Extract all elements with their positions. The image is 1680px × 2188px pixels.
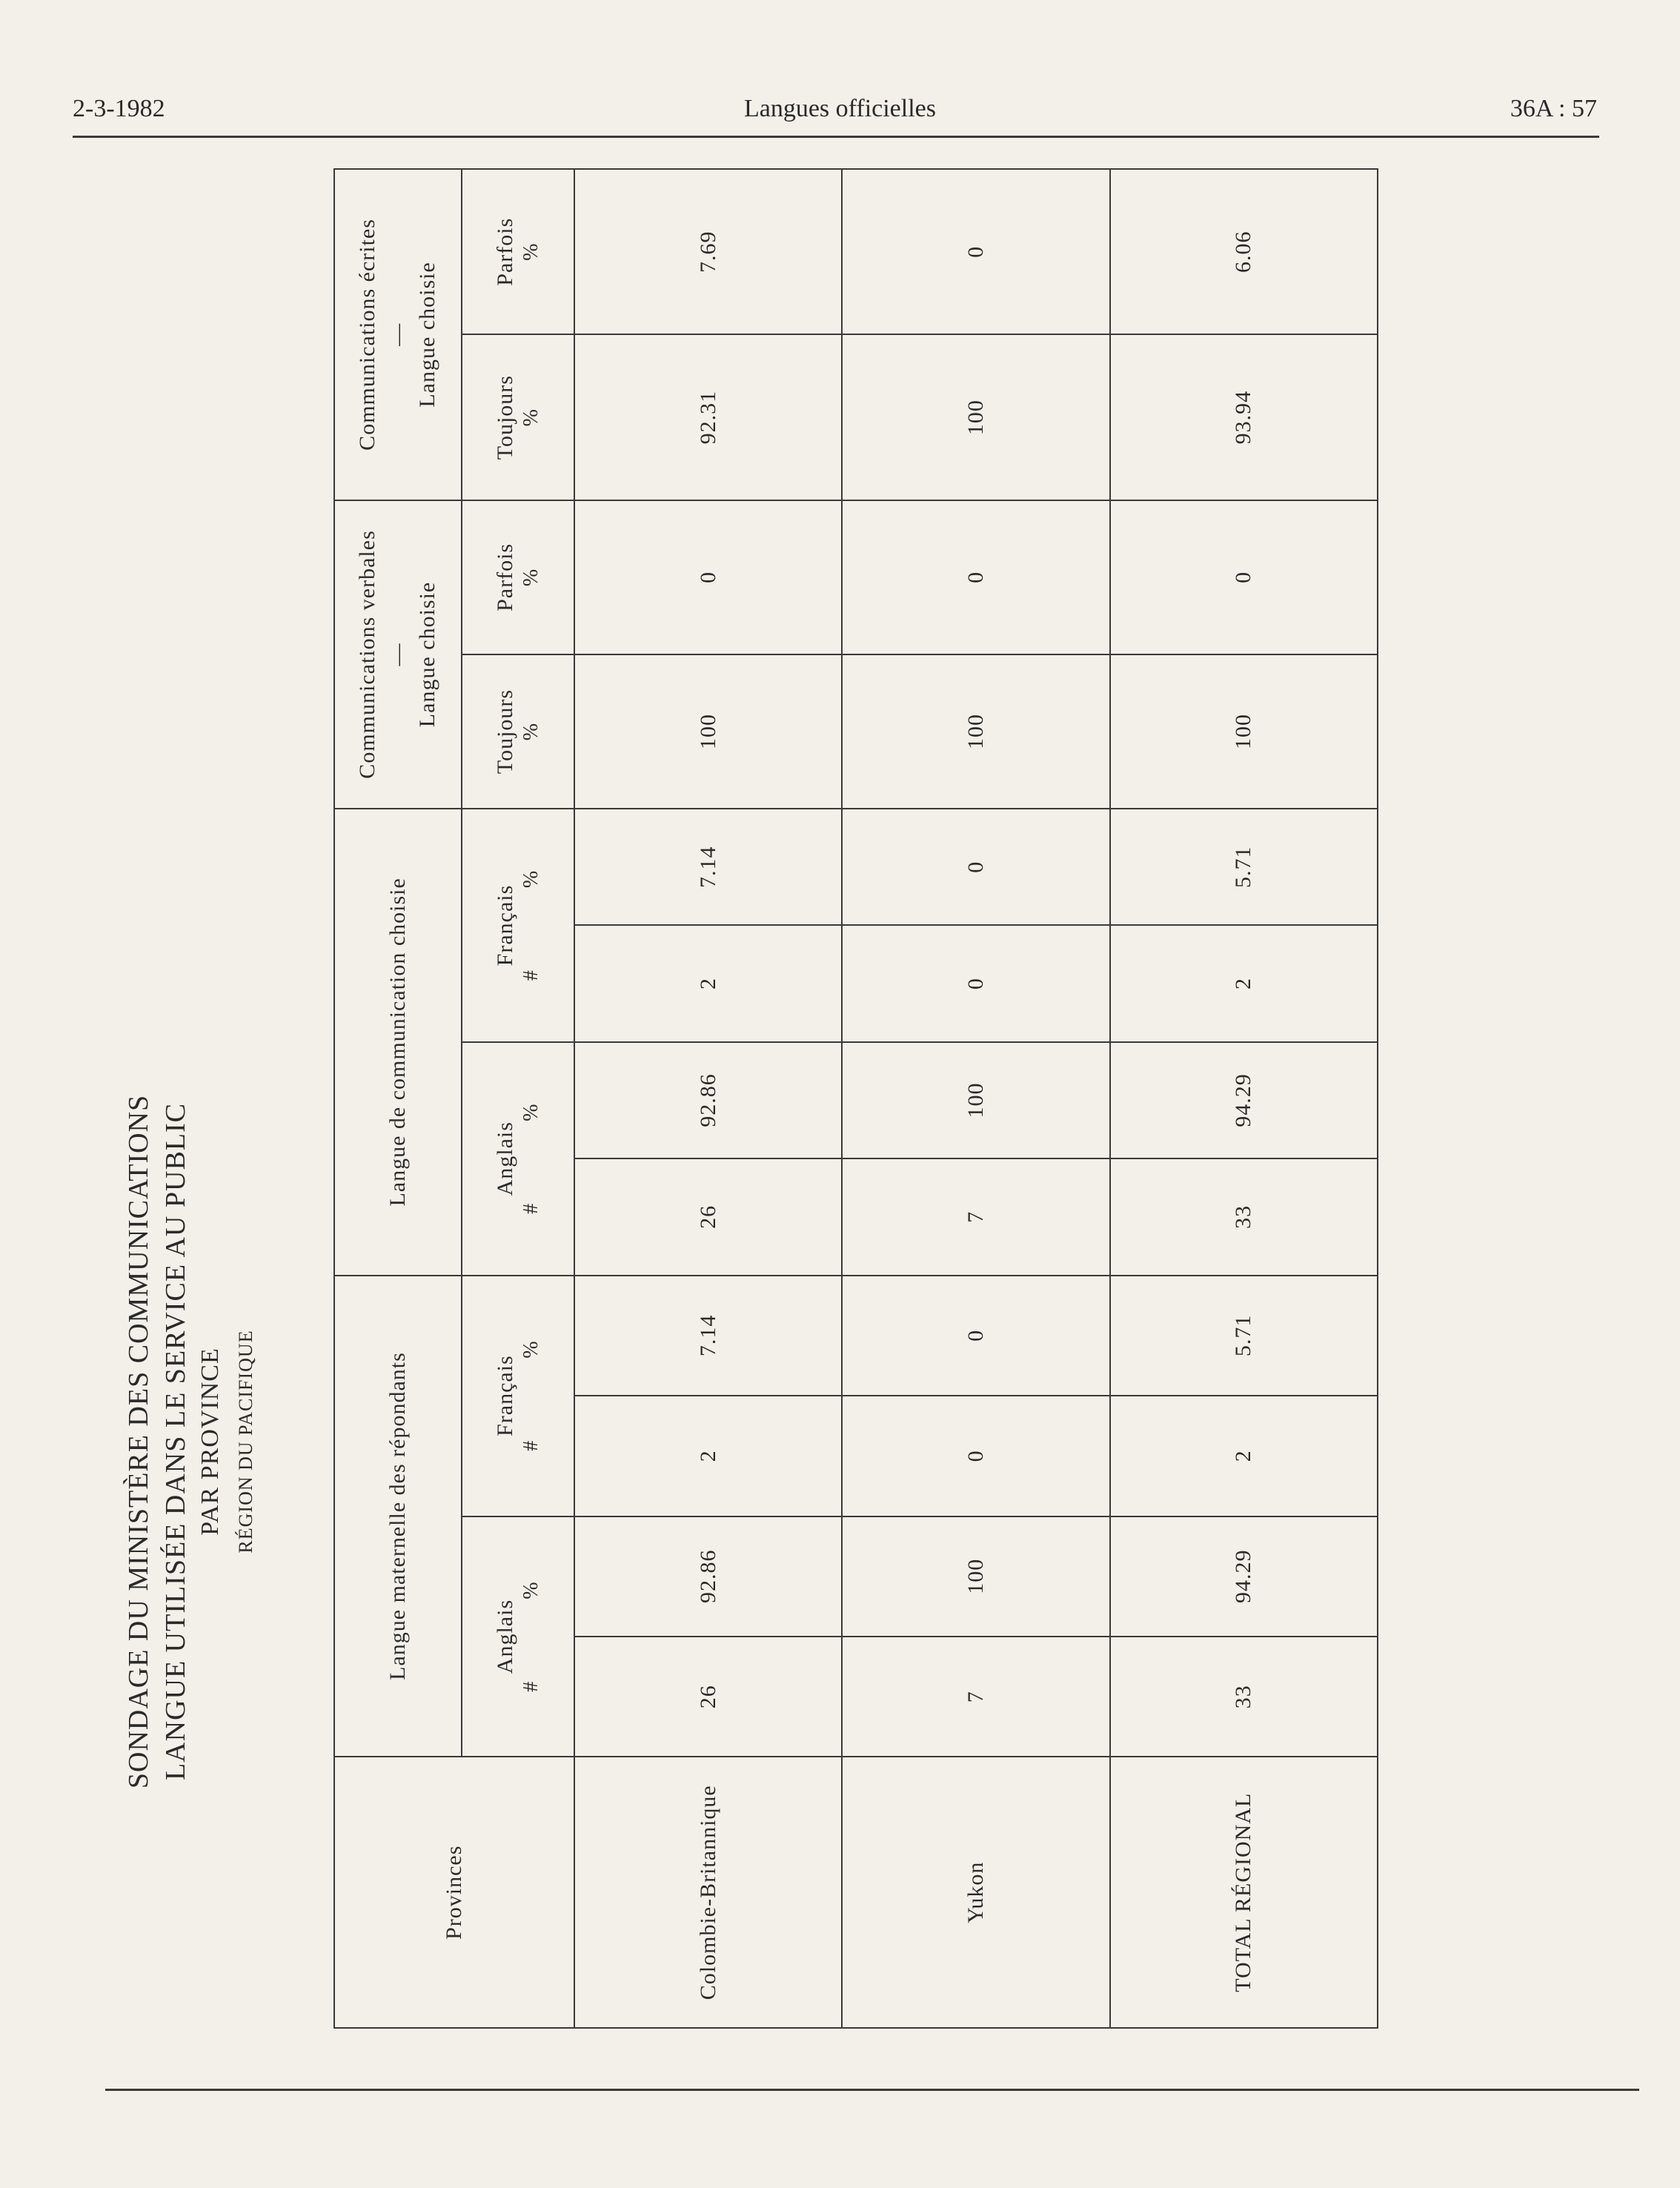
cell-mat-anglais-num: 7 <box>842 1637 1109 1757</box>
cell-ch-anglais-pct: 94.29 <box>1110 1042 1378 1158</box>
cell-ch-anglais-pct: 92.86 <box>574 1042 842 1158</box>
cell-ch-anglais-pct: 100 <box>842 1042 1109 1158</box>
header-title: Langues officielles <box>743 95 936 122</box>
unit-pct: % <box>519 408 543 427</box>
rotated-table-block <box>122 159 1464 2035</box>
group-header-ecrites-dash: — <box>385 322 410 346</box>
group-header-ecrites <box>334 169 462 500</box>
sub-header-ecr-parfois-label: Parfois <box>493 217 518 286</box>
cell-verb-parfois: 0 <box>842 500 1109 654</box>
group-header-verbales-dash: — <box>385 643 410 666</box>
cell-mat-anglais-num: 33 <box>1110 1637 1378 1757</box>
sub-header-verb-parfois <box>462 500 574 654</box>
sub-header-verb-parfois-label: Parfois <box>493 543 518 611</box>
cell-ch-francais-pct: 7.14 <box>574 809 842 925</box>
cell-mat-anglais-pct: 100 <box>842 1516 1109 1637</box>
provinces-header: Provinces <box>334 1757 574 2028</box>
table-row <box>842 169 1109 2028</box>
group-header-ecrites-line3: Langue choisie <box>415 262 440 408</box>
group-header-verbales-line3: Langue choisie <box>415 581 440 728</box>
unit-pct: % <box>519 1103 543 1121</box>
sub-header-ecr-toujours <box>462 334 574 500</box>
sub-header-row <box>462 169 574 2028</box>
cell-mat-francais-num: 2 <box>574 1396 842 1516</box>
unit-num: # <box>519 1202 543 1214</box>
cell-mat-francais-pct: 0 <box>842 1276 1109 1396</box>
unit-pct: % <box>519 1340 543 1359</box>
cell-ecr-toujours: 100 <box>842 334 1109 500</box>
cell-verb-toujours: 100 <box>842 654 1109 809</box>
header-date: 2-3-1982 <box>73 95 165 122</box>
cell-ecr-parfois: 7.69 <box>574 169 842 334</box>
table-title-line-1: SONDAGE DU MINISTÈRE DES COMMUNICATIONS <box>123 1094 154 1789</box>
cell-ch-francais-pct: 0 <box>842 809 1109 925</box>
footer-rule <box>105 2089 1639 2091</box>
unit-pct: % <box>519 1581 543 1599</box>
group-header-ecrites-line1: Communications écrites <box>355 219 380 451</box>
cell-mat-francais-pct: 7.14 <box>574 1276 842 1396</box>
header-rule <box>73 136 1599 138</box>
sub-header-ch-anglais <box>462 1042 574 1276</box>
cell-mat-anglais-num: 26 <box>574 1637 842 1757</box>
sub-header-ch-anglais-label: Anglais <box>493 1121 518 1196</box>
cell-mat-francais-num: 0 <box>842 1396 1109 1516</box>
cell-ecr-toujours: 92.31 <box>574 334 842 500</box>
group-header-row <box>334 169 462 2028</box>
cell-verb-parfois: 0 <box>1110 500 1378 654</box>
group-header-verbales <box>334 500 462 809</box>
cell-ecr-parfois: 6.06 <box>1110 169 1378 334</box>
unit-pct: % <box>519 568 543 587</box>
cell-verb-parfois: 0 <box>574 500 842 654</box>
table-title-line-2: LANGUE UTILISÉE DANS LE SERVICE AU PUBLIC <box>160 1102 191 1781</box>
sub-header-ch-francais <box>462 809 574 1042</box>
cell-ch-francais-num: 0 <box>842 925 1109 1041</box>
sub-header-ecr-parfois <box>462 169 574 334</box>
cell-ecr-toujours: 93.94 <box>1110 334 1378 500</box>
cell-mat-anglais-pct: 92.86 <box>574 1516 842 1637</box>
row-province-name: TOTAL RÉGIONAL <box>1110 1757 1378 2028</box>
cell-mat-francais-num: 2 <box>1110 1396 1378 1516</box>
group-header-verbales-line1: Communications verbales <box>355 530 380 779</box>
group-header-maternelle: Langue maternelle des répondants <box>334 1276 462 1757</box>
sub-header-mat-anglais <box>462 1516 574 1757</box>
sub-header-ecr-toujours-label: Toujours <box>493 375 518 460</box>
cell-ch-anglais-num: 33 <box>1110 1158 1378 1275</box>
table-title-line-4: RÉGION DU PACIFIQUE <box>235 1330 256 1554</box>
unit-pct: % <box>519 242 543 261</box>
table-title-line-3: PAR PROVINCE <box>196 1347 224 1536</box>
cell-ch-anglais-num: 26 <box>574 1158 842 1275</box>
header-page-number: 36A : 57 <box>1510 95 1597 122</box>
unit-pct: % <box>519 869 543 889</box>
cell-mat-anglais-pct: 94.29 <box>1110 1516 1378 1637</box>
unit-num: # <box>519 1680 543 1692</box>
table-row <box>574 169 842 2028</box>
survey-table <box>333 168 1378 2029</box>
group-header-choisie: Langue de communication choisie <box>334 809 462 1276</box>
sub-header-mat-francais <box>462 1276 574 1516</box>
row-province-name: Colombie-Britannique <box>574 1757 842 2028</box>
unit-pct: % <box>519 722 543 741</box>
cell-ch-francais-num: 2 <box>1110 925 1378 1041</box>
cell-mat-francais-pct: 5.71 <box>1110 1276 1378 1396</box>
row-province-name: Yukon <box>842 1757 1109 2028</box>
table-row <box>1110 169 1378 2028</box>
unit-num: # <box>519 969 543 981</box>
sub-header-ch-francais-label: Français <box>493 884 518 967</box>
cell-ch-francais-pct: 5.71 <box>1110 809 1378 925</box>
cell-ch-francais-num: 2 <box>574 925 842 1041</box>
sub-header-verb-toujours-label: Toujours <box>493 689 518 775</box>
cell-ch-anglais-num: 7 <box>842 1158 1109 1275</box>
cell-ecr-parfois: 0 <box>842 169 1109 334</box>
cell-verb-toujours: 100 <box>574 654 842 809</box>
unit-num: # <box>519 1439 543 1451</box>
sub-header-mat-francais-label: Français <box>493 1355 518 1436</box>
cell-verb-toujours: 100 <box>1110 654 1378 809</box>
sub-header-verb-toujours <box>462 654 574 809</box>
sub-header-mat-anglais-label: Anglais <box>493 1599 518 1674</box>
